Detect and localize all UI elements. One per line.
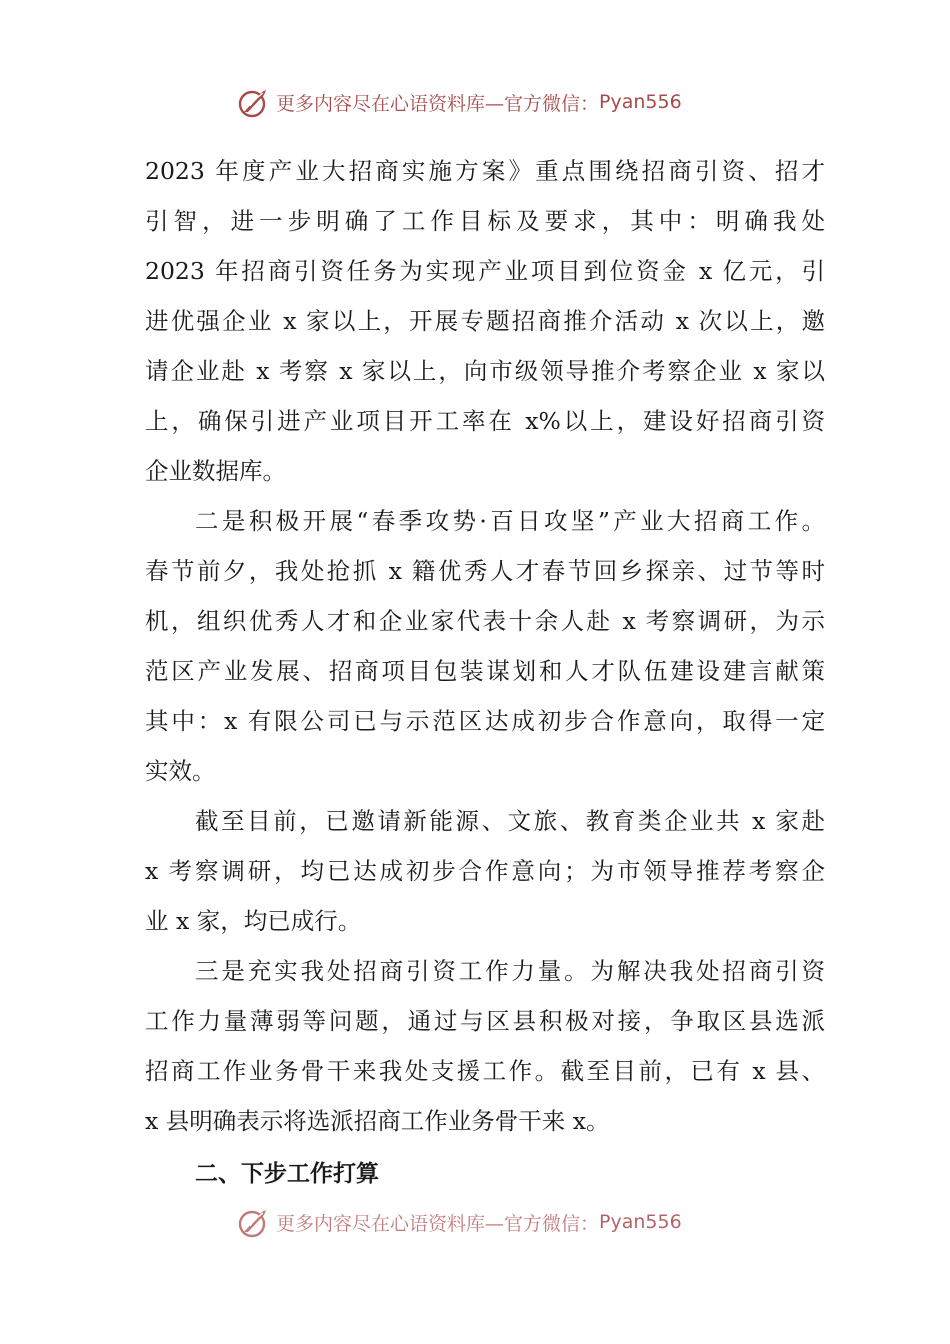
paragraph-staffing — [145, 946, 825, 1146]
watermark-wechat-id: Pyan556 — [599, 1211, 682, 1233]
text-line: 二是积极开展“春季攻势·百日攻坚”产业大招商工作。 — [195, 507, 825, 535]
quill-logo-icon — [236, 1204, 272, 1240]
text-line: 工作力量薄弱等问题，通过与区县积极对接，争取区县选派 — [145, 1007, 825, 1035]
watermark-wechat-id: Pyan556 — [599, 91, 682, 113]
document-body — [145, 146, 825, 1200]
section-heading: 二、下步工作打算 — [195, 1161, 379, 1187]
text-line: 企业数据库。 — [145, 457, 286, 485]
watermark-header — [236, 82, 756, 122]
text-line: 2023 年招商引资任务为实现产业项目到位资金 x 亿元，引 — [145, 257, 825, 285]
paragraph-invitations — [145, 796, 825, 946]
paragraph-targets — [145, 146, 825, 496]
watermark-text: 更多内容尽在心语资料库—官方微信： — [276, 1212, 600, 1235]
text-line: 截至目前，已邀请新能源、文旅、教育类企业共 x 家赴 — [195, 807, 825, 835]
text-line: 招商工作业务骨干来我处支援工作。截至目前，已有 x 县、 — [145, 1057, 825, 1085]
paragraph-spring-campaign — [145, 496, 825, 796]
text-line: x 县明确表示将选派招商工作业务骨干来 x。 — [145, 1107, 610, 1135]
text-line: 请企业赴 x 考察 x 家以上，向市级领导推介考察企业 x 家以 — [145, 357, 825, 385]
text-line: 业 x 家，均已成行。 — [145, 907, 362, 935]
text-line: 进优强企业 x 家以上，开展专题招商推介活动 x 次以上，邀 — [145, 307, 825, 335]
text-line: 上，确保引进产业项目开工率在 x%以上，建设好招商引资 — [145, 407, 825, 435]
watermark-footer — [236, 1202, 756, 1242]
text-line: 范区产业发展、招商项目包装谋划和人才队伍建设建言献策 — [145, 657, 825, 685]
text-line: 三是充实我处招商引资工作力量。为解决我处招商引资 — [195, 957, 825, 985]
text-line: 引智，进一步明确了工作目标及要求，其中：明确我处 — [145, 207, 825, 235]
watermark-text: 更多内容尽在心语资料库—官方微信： — [276, 92, 600, 115]
text-line: x 考察调研，均已达成初步合作意向；为市领导推荐考察企 — [145, 857, 825, 885]
text-line: 2023 年度产业大招商实施方案》重点围绕招商引资、招才 — [145, 157, 825, 185]
text-line: 春节前夕，我处抢抓 x 籍优秀人才春节回乡探亲、过节等时 — [145, 557, 825, 585]
text-line: 实效。 — [145, 757, 216, 785]
text-line: 其中：x 有限公司已与示范区达成初步合作意向，取得一定 — [145, 707, 825, 735]
quill-logo-icon — [236, 84, 272, 120]
text-line: 机，组织优秀人才和企业家代表十余人赴 x 考察调研，为示 — [145, 607, 825, 635]
